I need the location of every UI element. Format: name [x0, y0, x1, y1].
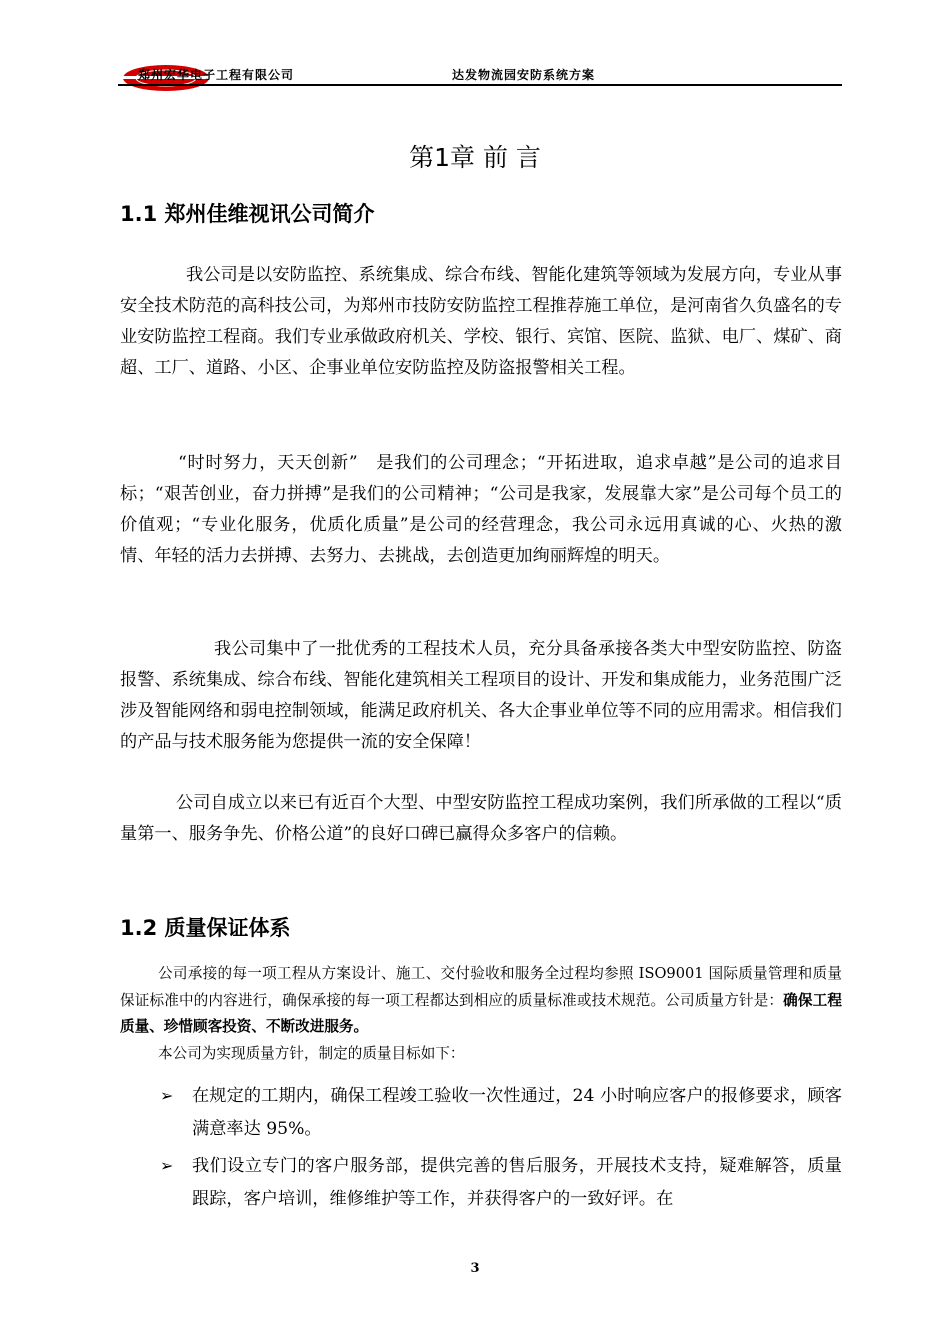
paragraph-cases: 公司自成立以来已有近百个大型、中型安防监控工程成功案例，我们所承做的工程以“质量第一、服务争先、价格公道”的良好口碑已赢得众多客户的信赖。 — [120, 793, 842, 844]
chapter-title: 第1章 前 言 — [409, 143, 541, 172]
header-project-title: 达发物流园安防系统方案 — [452, 68, 596, 82]
arrow-bullet-icon: ➢ — [160, 1156, 174, 1175]
paragraph-intro: 我公司是以安防监控、系统集成、综合布线、智能化建筑等领域为发展方向，专业从事安全技术防范的高科技公司，为郑州市技防安防监控工程推荐施工单位，是河南省久负盛名的专业安防监控工程商。我们专业承做政府机关、学校、银行、宾馆、医院、监狱、电厂、煤矿、商超、工厂、道路、小区、企事业单位安防监控及防盗报警相关工程。 — [120, 265, 842, 378]
paragraph-capability: 我公司集中了一批优秀的工程技术人员，充分具备承接各类大中型安防监控、防盗报警、系统集成、综合布线、智能化建筑相关工程项目的设计、开发和集成能力，业务范围广泛涉及智能网络和弱电控制领域，能满足政府机关、各大企事业单位等不同的应用需求。相信我们的产品与技术服务能为您提供一流的安全保障！ — [120, 639, 842, 752]
paragraph-philosophy: “时时努力，天天创新” 是我们的公司理念；“开拓进取，追求卓越”是公司的追求目标；“艰苦创业，奋力拼搏”是我们的公司精神；“公司是我家，发展靠大家”是公司每个员工的价值观；“专业化服务，优质化质量”是公司的经营理念，我公司永远用真诚的心、火热的激情、年轻的活力去拼搏、去努力、去挑战，去创造更加绚丽辉煌的明天。 — [120, 453, 842, 566]
section-heading-1-2: 1.2 质量保证体系 — [120, 916, 291, 940]
page-header — [118, 60, 842, 92]
section-heading-1-1: 1.1 郑州佳维视讯公司简介 — [120, 202, 375, 226]
arrow-bullet-icon: ➢ — [160, 1086, 174, 1105]
quality-policy-text: 公司承接的每一项工程从方案设计、施工、交付验收和服务全过程均参照 ISO9001 国际质量管理和质量保证标准中的内容进行，确保承接的每一项工程都达到相应的质量标准或技术规范。公司质量方针是： — [120, 965, 842, 1009]
bullet-text: 我们设立专门的客户服务部，提供完善的售后服务，开展技术支持，疑难解答，质量跟踪，客户培训，维修维护等工作，并获得客户的一致好评。在 — [192, 1156, 842, 1209]
header-rule — [118, 84, 842, 86]
page-number: 3 — [470, 1261, 480, 1276]
bullet-text: 在规定的工期内，确保工程竣工验收一次性通过，24 小时响应客户的报修要求，顾客满意率达 95%。 — [192, 1086, 842, 1139]
paragraph-quality-goals: 本公司为实现质量方针，制定的质量目标如下： — [158, 1045, 465, 1062]
quality-policy-bold: 确保工程质量、珍惜顾客投资、不断改进服务。 — [120, 991, 842, 1035]
header-company-name: 郑州宏华电子工程有限公司 — [138, 68, 295, 82]
paragraph-quality-policy — [120, 961, 842, 1041]
